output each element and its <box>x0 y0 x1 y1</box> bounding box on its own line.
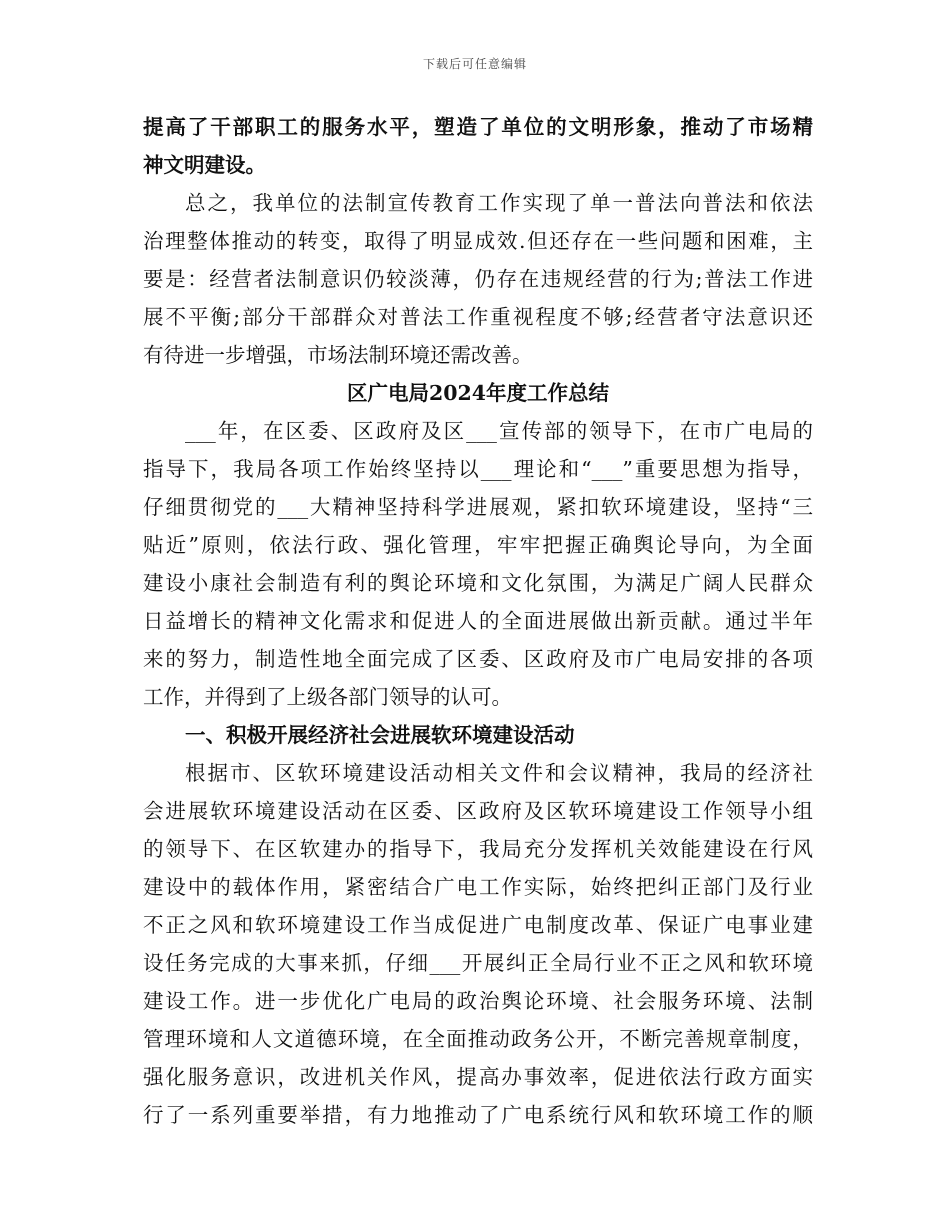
paragraph-line: 总之，我单位的法制宣传教育工作实现了单一普法向普法和依法 <box>185 191 813 215</box>
header-note: 下载后可任意编辑 <box>422 57 527 71</box>
section-heading: 一、积极开展经济社会进展软环境建设活动 <box>185 723 575 747</box>
document-body <box>143 108 813 1134</box>
paragraph-line: 管理环境和人文道德环境，在全面推动政务公开，不断完善规章制度， <box>143 1027 813 1051</box>
paragraph-line: 治理整体推动的转变，取得了明显成效.但还存在一些问题和困难，主 <box>143 229 813 253</box>
paragraph-line: 不正之风和软环境建设工作当成促进广电制度改革、保证广电事业建 <box>143 913 813 937</box>
paragraph-line: 仔细贯彻党的___大精神坚持科学进展观，紧扣软环境建设，坚持“三 <box>143 495 813 519</box>
paragraph-line: 日益增长的精神文化需求和促进人的全面进展做出新贡献。通过半年 <box>143 609 813 633</box>
paragraph-line: 贴近”原则，依法行政、强化管理，牢牢把握正确舆论导向，为全面 <box>143 533 813 557</box>
paragraph-line: 的领导下、在区软建办的指导下，我局充分发挥机关效能建设在行风 <box>143 837 813 861</box>
paragraph-line: 建设工作。进一步优化广电局的政治舆论环境、社会服务环境、法制 <box>143 989 813 1013</box>
paragraph-line: 根据市、区软环境建设活动相关文件和会议精神，我局的经济社 <box>185 761 813 785</box>
paragraph-line: 有待进一步增强，市场法制环境还需改善。 <box>143 343 533 367</box>
paragraph-line: 强化服务意识，改进机关作风，提高办事效率，促进依法行政方面实 <box>143 1065 813 1089</box>
paragraph-line: 展不平衡;部分干部群众对普法工作重视程度不够;经营者守法意识还 <box>143 305 813 329</box>
paragraph-line: 要是：经营者法制意识仍较淡薄，仍存在违规经营的行为;普法工作进 <box>143 267 813 291</box>
paragraph-line: 行了一系列重要举措，有力地推动了广电系统行风和软环境工作的顺 <box>143 1103 813 1127</box>
paragraph-line: 指导下，我局各项工作始终坚持以___理论和“___”重要思想为指导， <box>143 457 813 481</box>
paragraph-line: 设任务完成的大事来抓，仔细___开展纠正全局行业不正之风和软环境 <box>143 951 813 975</box>
paragraph-line: 会进展软环境建设活动在区委、区政府及区软环境建设工作领导小组 <box>143 799 813 823</box>
paragraph-line: 来的努力，制造性地全面完成了区委、区政府及市广电局安排的各项 <box>143 647 813 671</box>
paragraph-line: 建设中的载体作用，紧密结合广电工作实际，始终把纠正部门及行业 <box>143 875 813 899</box>
paragraph-line: 神文明建设。 <box>143 153 266 177</box>
document-title: 区广电局2024年度工作总结 <box>346 381 610 405</box>
paragraph-line: 建设小康社会制造有利的舆论环境和文化氛围，为满足广阔人民群众 <box>143 571 813 595</box>
paragraph-line: 工作，并得到了上级各部门领导的认可。 <box>143 685 512 709</box>
paragraph-line: 提高了干部职工的服务水平，塑造了单位的文明形象，推动了市场精 <box>143 115 813 139</box>
paragraph-line: ___年，在区委、区政府及区___宣传部的领导下，在市广电局的 <box>185 419 813 443</box>
